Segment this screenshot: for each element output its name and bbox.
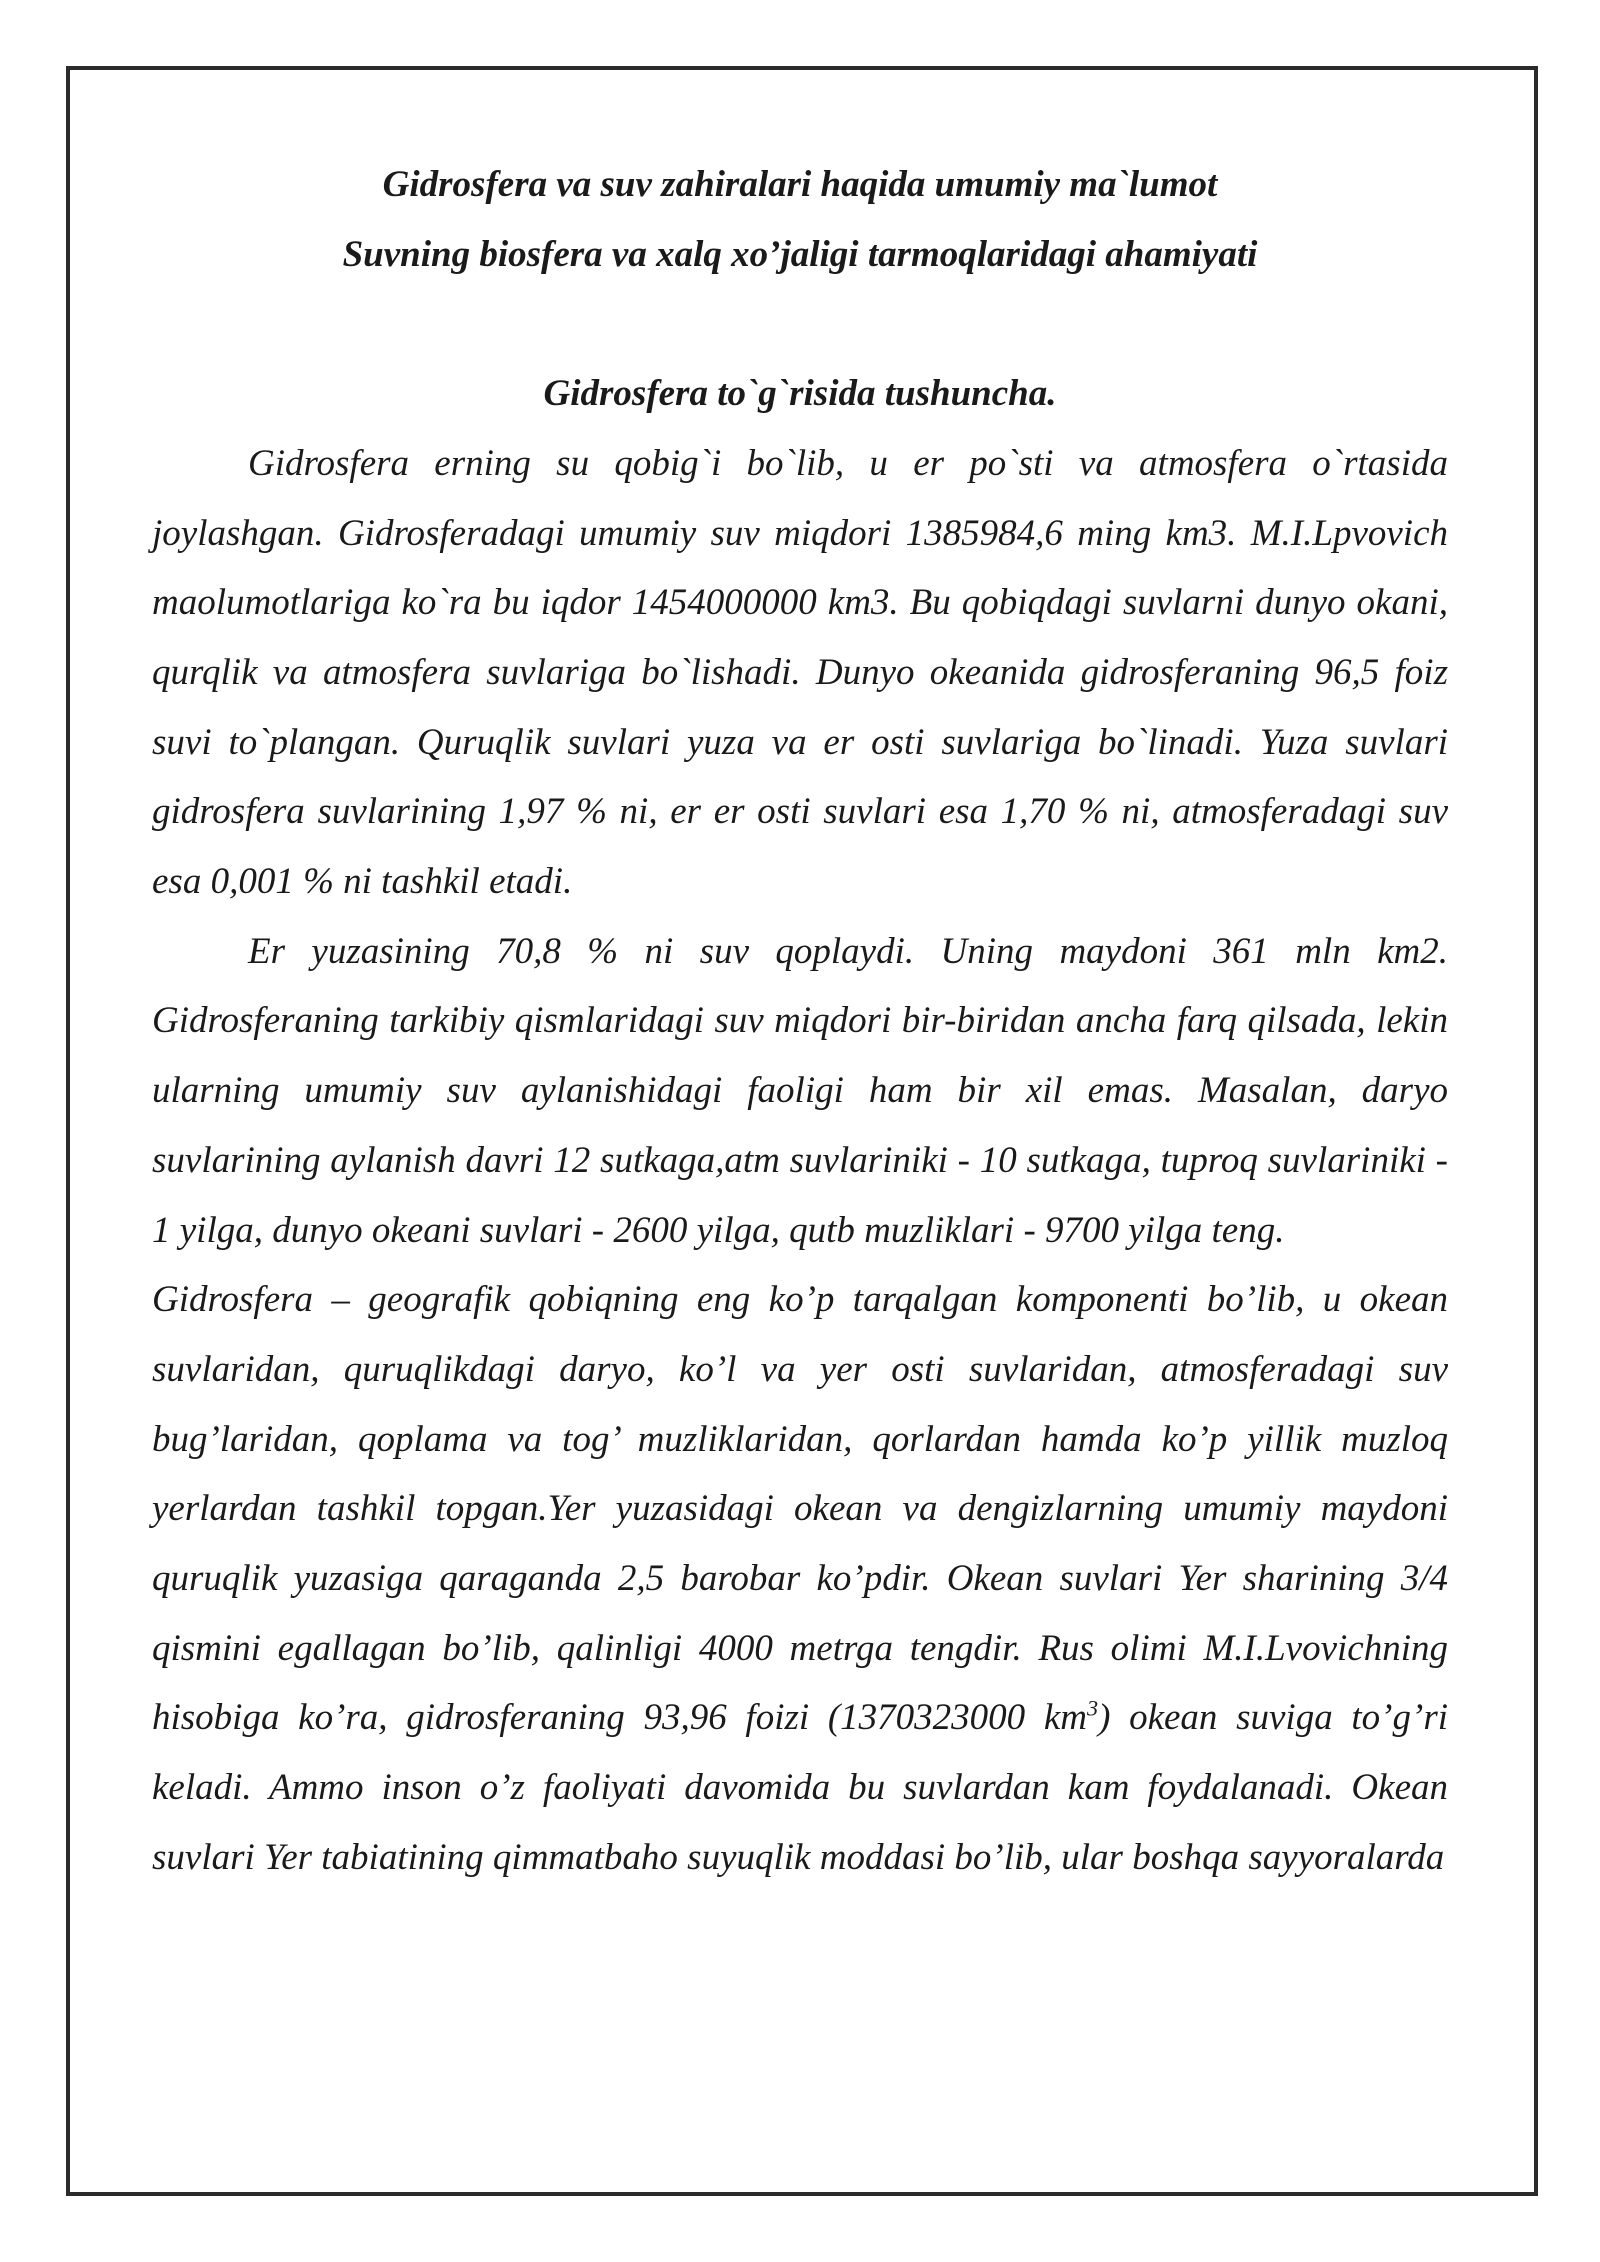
document-title-line-1: Gidrosfera va suv zahiralari haqida umumiy ma`lumot: [382, 164, 1218, 205]
paragraph-2: Er yuzasining 70,8 % ni suv qoplaydi. Uning maydoni 361 mln km2. Gidrosferaning tarkibiy qismlaridagi suv miqdori bir-biridan ancha farq qilsada, lekin ularning umumiy suv aylanishidagi faoligi ham bir xil emas. Masalan, daryo suvlarining aylanish davri 12 sutkaga,atm suvlariniki - 10 sutkaga, tuproq suvlariniki - 1 yilga, dunyo okeani suvlari - 2600 yilga, qutb muzliklari - 9700 yilga teng.: [152, 930, 1448, 1251]
paragraph-3-text-end: ) okean suviga to’g’ri keladi. Ammo inson o’z faoliyati davomida bu suvlardan kam foydalanadi. Okean suvlari Yer tabiatining qimmatbaho suyuqlik moddasi bo’lib, ular boshqa sayyoralarda: [152, 1697, 1448, 1878]
document-body: [152, 150, 1448, 1893]
document-title-line-2: Suvning biosfera va xalq xo’jaligi tarmoqlaridagi ahamiyati: [342, 233, 1258, 275]
blank-line: [152, 289, 1448, 359]
paragraph-3: [152, 1265, 1448, 1892]
paragraph-3-superscript: 3: [1086, 1696, 1099, 1722]
paragraph-3-text-start: Gidrosfera – geografik qobiqning eng ko’p tarqalgan komponenti bo’lib, u okean suvlaridan, quruqlikdagi daryo, ko’l va yer osti suvlaridan, atmosferadagi suv bug’laridan, qoplama va tog’ muzliklaridan, qorlardan hamda ko’p yillik muzloq yerlardan tashkil topgan.Yer yuzasidagi okean va dengizlarning umumiy maydoni quruqlik yuzasiga qaraganda 2,5 barobar ko’pdir. Okean suvlari Yer sharining 3/4 qismini egallagan bo’lib, qalinligi 4000 metrga tengdir. Rus olimi M.I.Lvovichning hisobiga ko’ra, gidrosferaning 93,96 foizi (1370323000 km: [152, 1279, 1448, 1739]
section-heading: Gidrosfera to`g`risida tushuncha.: [543, 373, 1057, 415]
paragraph-1: Gidrosfera erning su qobig`i bo`lib, u er po`sti va atmosfera o`rtasida joylashgan. Gidrosferadagi umumiy suv miqdori 1385984,6 ming km3. M.I.Lpvovich maolumotlariga ko`ra bu iqdor 1454000000 km3. Bu qobiqdagi suvlarni dunyo okani, qurqlik va atmosfera suvlariga bo`lishadi. Dunyo okeanida gidrosferaning 96,5 foiz suvi to`plangan. Quruqlik suvlari yuza va er osti suvlariga bo`linadi. Yuza suvlari gidrosfera suvlarining 1,97 % ni, er er osti suvlari esa 1,70 % ni, atmosferadagi suv esa 0,001 % ni tashkil etadi.: [152, 442, 1448, 903]
